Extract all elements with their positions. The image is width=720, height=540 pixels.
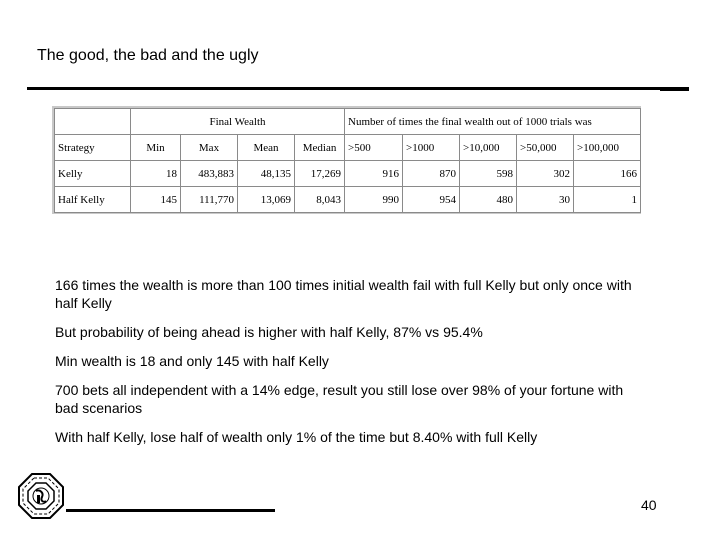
table-cell: 17,269 (295, 161, 345, 187)
column-header: >100,000 (574, 135, 641, 161)
bullet-item: 700 bets all independent with a 14% edge, result you still lose over 98% of your fortune with bad scenarios (55, 382, 624, 416)
octagon-logo-icon (18, 473, 64, 519)
bullet-list (55, 276, 635, 457)
column-header: >1000 (403, 135, 460, 161)
table-cell: 1 (574, 187, 641, 213)
table-column-header-row (55, 135, 641, 161)
column-header: Min (131, 135, 181, 161)
table-cell: Kelly (55, 161, 131, 187)
column-header: Mean (238, 135, 295, 161)
table-cell: 145 (131, 187, 181, 213)
column-header: Max (181, 135, 238, 161)
table-row (55, 187, 641, 213)
table-cell: 111,770 (181, 187, 238, 213)
table-row (55, 161, 641, 187)
slide-title: The good, the bad and the ugly (37, 47, 259, 64)
title-divider-cap (660, 87, 689, 91)
table-cell: 166 (574, 161, 641, 187)
table-cell: 870 (403, 161, 460, 187)
bullet-item: Min wealth is 18 and only 145 with half Kelly (55, 353, 329, 369)
group-header-final-wealth: Final Wealth (131, 109, 345, 135)
results-table (54, 108, 641, 213)
column-header: >10,000 (460, 135, 517, 161)
table-group-header-row (55, 109, 641, 135)
table-cell: 18 (131, 161, 181, 187)
column-header: Strategy (55, 135, 131, 161)
table-cell: 302 (517, 161, 574, 187)
table-cell: 916 (345, 161, 403, 187)
table-cell: 954 (403, 187, 460, 213)
column-header: >500 (345, 135, 403, 161)
title-divider (27, 87, 689, 90)
table-corner-cell (55, 109, 131, 135)
table-cell: 990 (345, 187, 403, 213)
bullet-item: With half Kelly, lose half of wealth only 1% of the time but 8.40% with full Kelly (55, 429, 538, 445)
column-header: Median (295, 135, 345, 161)
table-cell: 8,043 (295, 187, 345, 213)
footer-divider (66, 509, 275, 512)
table-cell: 30 (517, 187, 574, 213)
page-number: 40 (641, 497, 657, 513)
table-cell: 598 (460, 161, 517, 187)
bullet-item: But probability of being ahead is higher with half Kelly, 87% vs 95.4% (55, 324, 483, 340)
results-table-image (52, 106, 641, 214)
group-header-trials: Number of times the final wealth out of 1000 trials was (345, 109, 641, 135)
table-cell: 13,069 (238, 187, 295, 213)
bullet-item: 166 times the wealth is more than 100 times initial wealth fail with full Kelly but only once with half Kelly (55, 277, 632, 311)
column-header: >50,000 (517, 135, 574, 161)
table-cell: 483,883 (181, 161, 238, 187)
table-cell: 48,135 (238, 161, 295, 187)
table-cell: Half Kelly (55, 187, 131, 213)
table-cell: 480 (460, 187, 517, 213)
